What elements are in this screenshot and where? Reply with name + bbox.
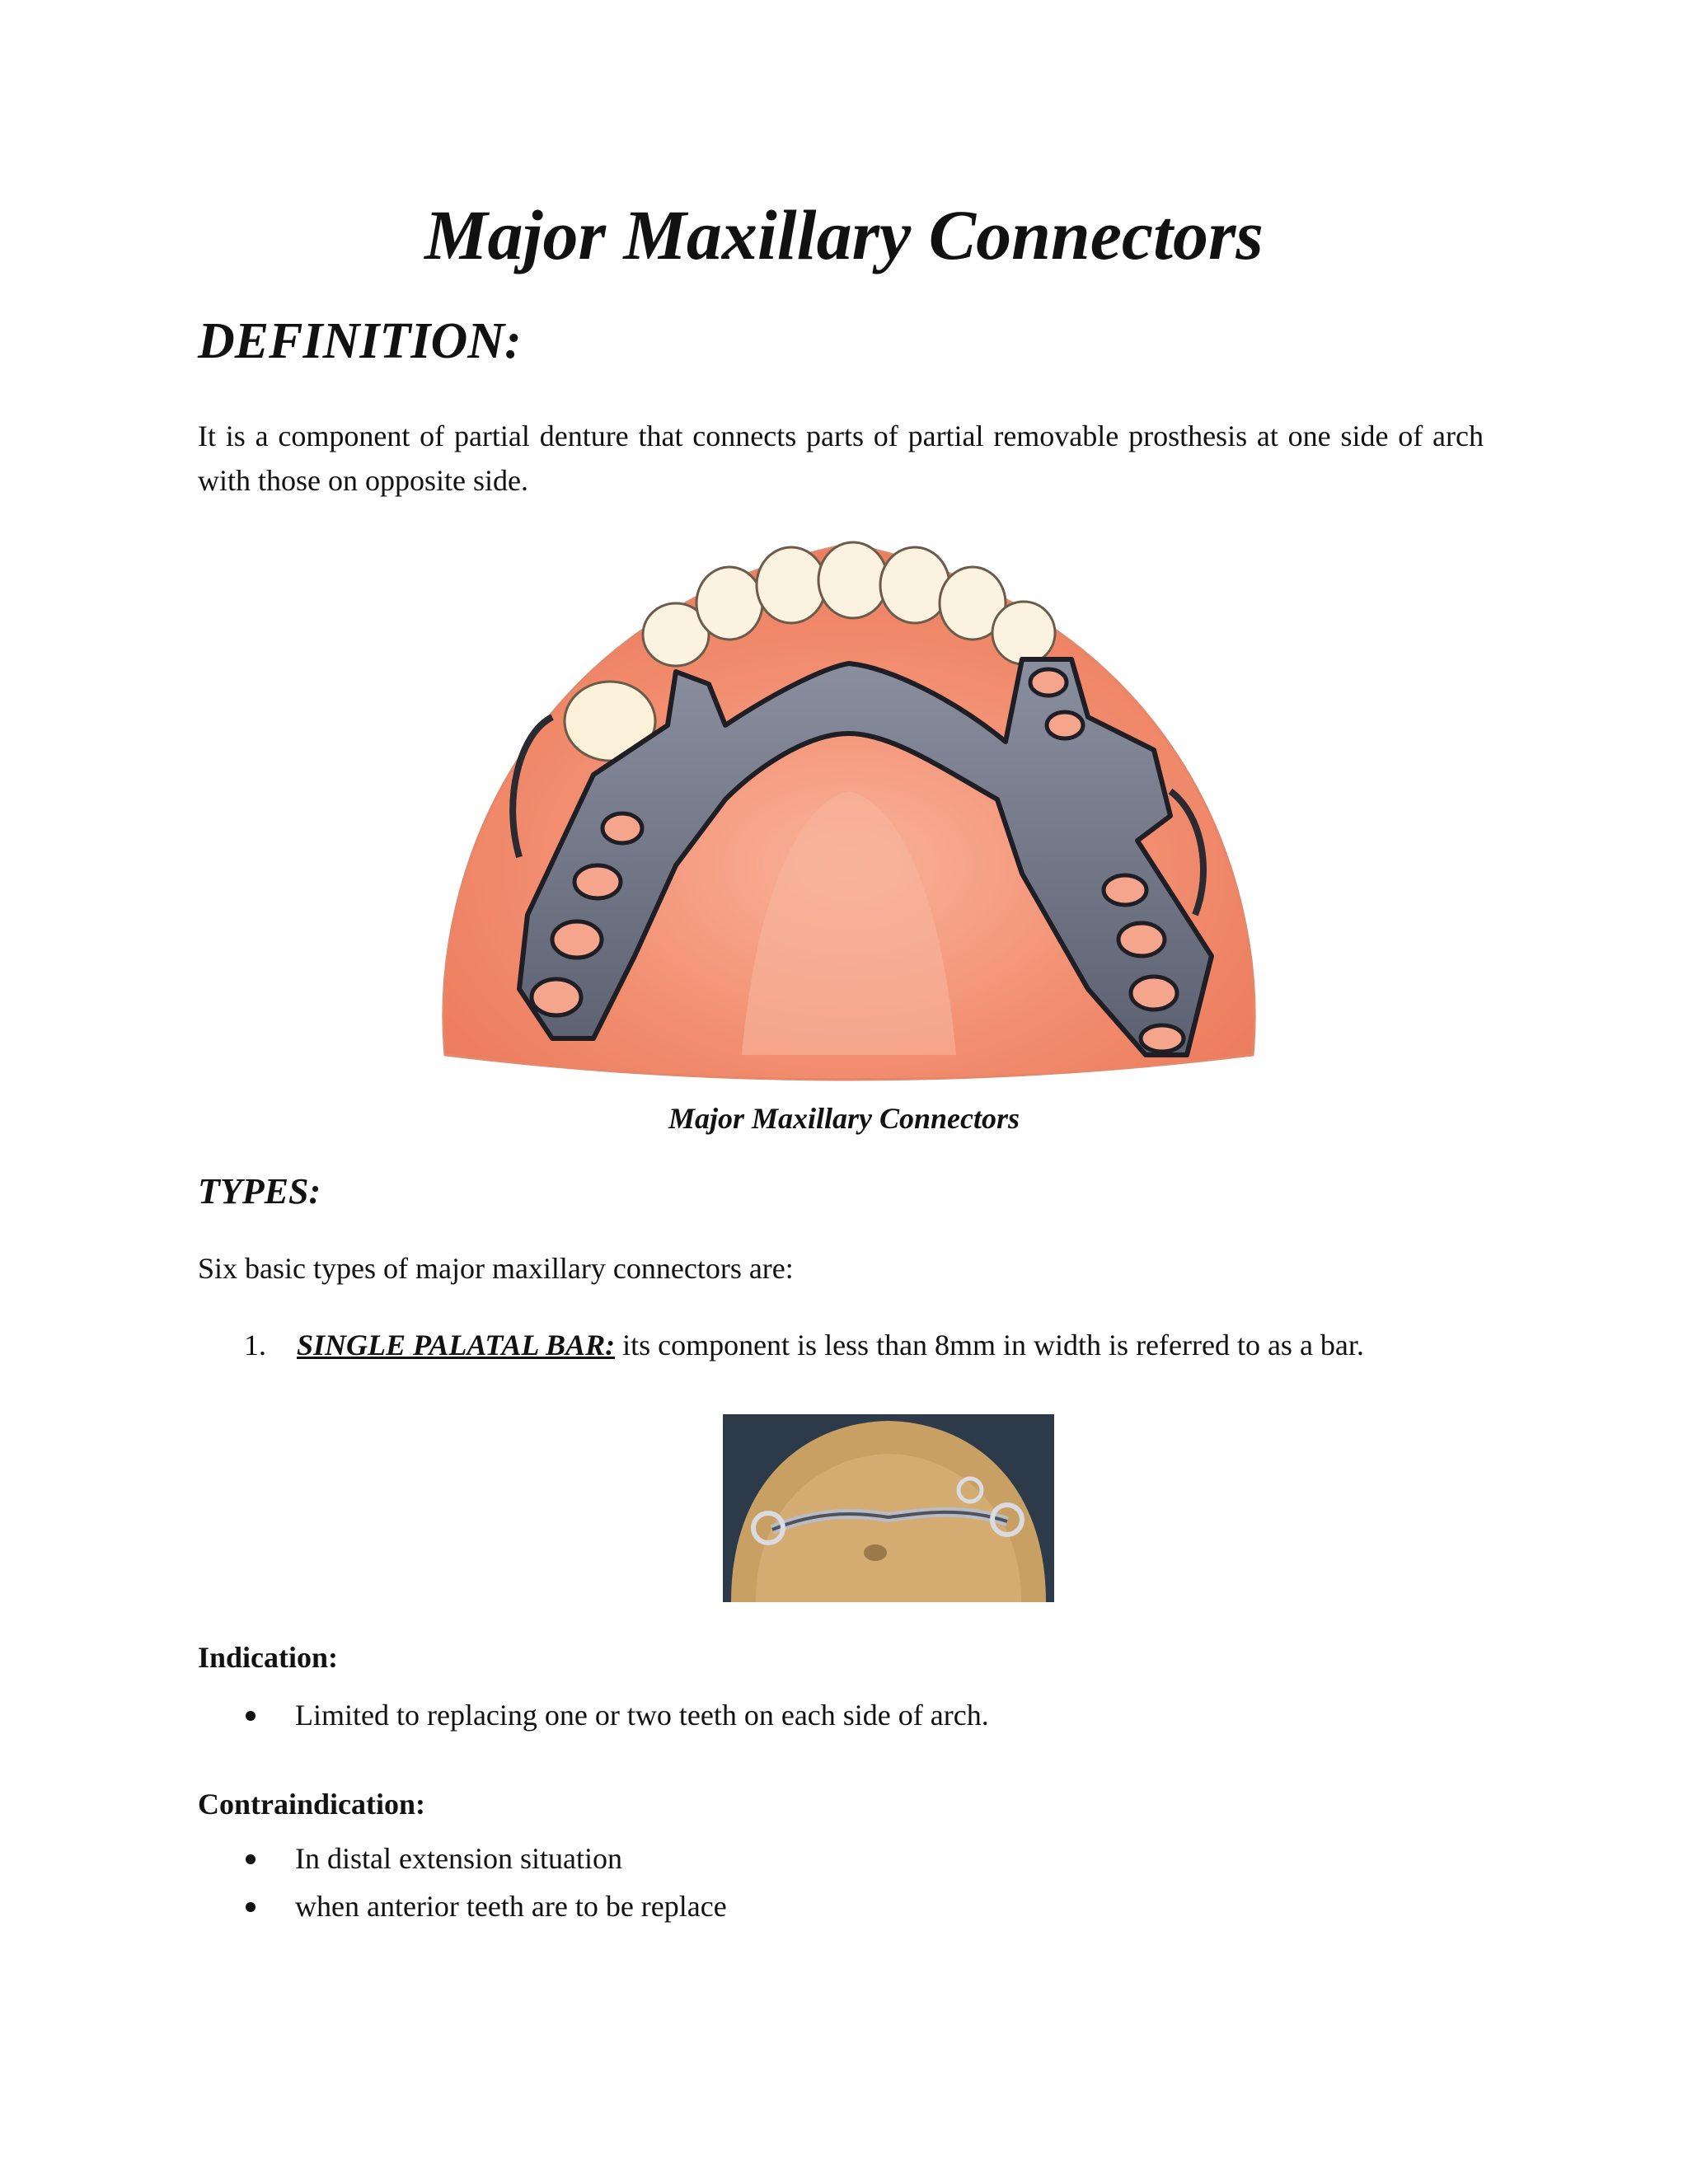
indication-list <box>244 1691 989 1739</box>
list-item <box>244 1691 989 1739</box>
maxillary-connector-illustration <box>429 527 1269 1088</box>
list-item <box>244 1882 727 1930</box>
bullet-icon <box>246 1902 256 1912</box>
type-item-number: 1. <box>244 1329 266 1361</box>
list-item <box>244 1835 727 1882</box>
types-heading: TYPES: <box>198 1171 321 1212</box>
type-item-1 <box>244 1322 1464 1368</box>
contraindication-heading: Contraindication: <box>198 1788 426 1821</box>
type-item-text: its component is less than 8mm in width is referred to as a bar. <box>615 1329 1364 1361</box>
bullet-icon <box>246 1711 256 1721</box>
figure-caption: Major Maxillary Connectors <box>668 1102 1020 1135</box>
type-item-body <box>244 1322 1464 1368</box>
types-intro: Six basic types of major maxillary connectors are: <box>198 1252 794 1285</box>
list-item-text: Limited to replacing one or two teeth on each side of arch. <box>295 1699 989 1732</box>
list-item-text: In distal extension situation <box>295 1842 622 1875</box>
list-item-text: when anterior teeth are to be replace <box>295 1890 727 1923</box>
definition-heading: DEFINITION: <box>198 313 522 369</box>
contraindication-list <box>244 1835 727 1930</box>
page-title: Major Maxillary Connectors <box>424 195 1264 274</box>
bullet-icon <box>246 1854 256 1864</box>
type-item-term: SINGLE PALATAL BAR: <box>297 1329 616 1361</box>
definition-text: It is a component of partial denture that connects parts of partial removable prosthesis at one side of arch with those on opposite side. <box>198 419 1484 497</box>
single-palatal-bar-photo <box>723 1414 1054 1602</box>
indication-heading: Indication: <box>198 1641 339 1674</box>
